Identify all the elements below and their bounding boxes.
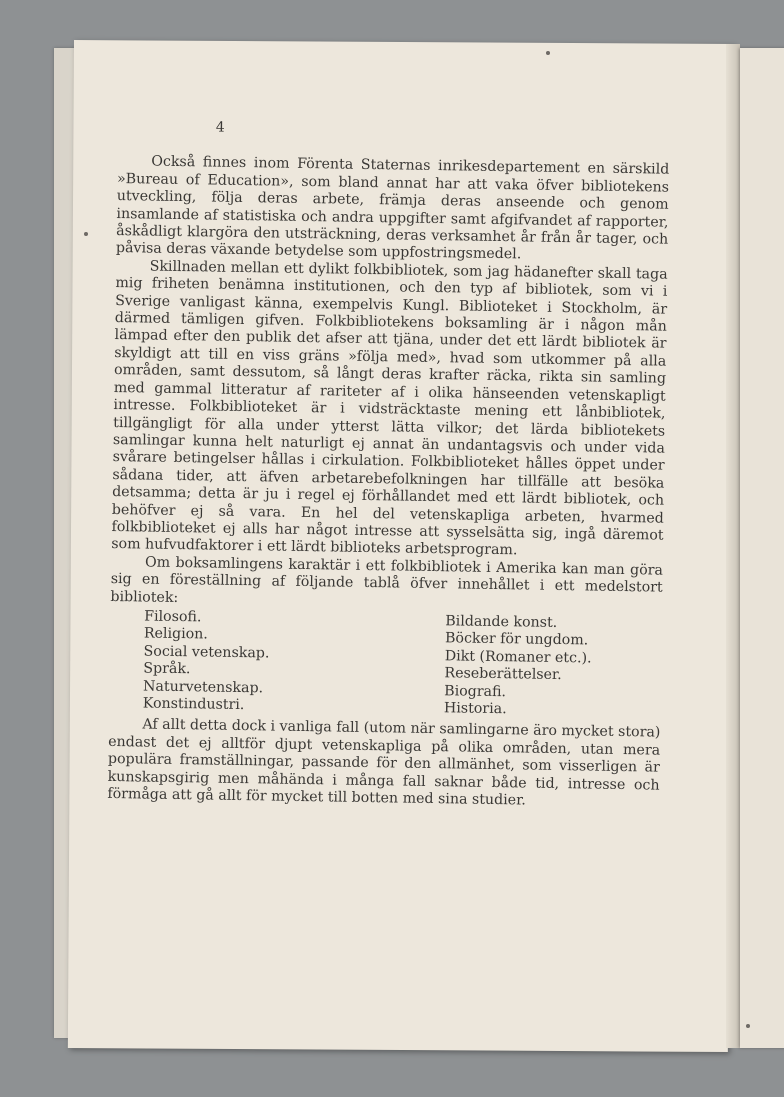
- list-item: Biografi.: [444, 682, 507, 700]
- list-item: Reseberättelser.: [444, 665, 562, 684]
- facing-page-edge: [740, 48, 784, 1048]
- paragraph-3: Om boksamlingens karaktär i ett folkbibliotek i Amerika kan man göra sig en föreställning af följande tablå öfver innehållet i ett medelstort bibliotek:: [110, 554, 664, 606]
- list-item: Naturvetenskap.: [142, 678, 264, 696]
- speck-mark: [546, 51, 550, 55]
- list-item: Konstindustri.: [142, 695, 245, 714]
- paragraph-4: Af allt detta dock i vanliga fall (utom när samlingarne äro mycket stora) endast det ej alltför djupt vetenskapliga på olika områden, utan mera populära framställningar, passande för den allmänhet, som visserligen är kunskapsgirig men måhända i många fall saknar både tid, intresse och förmåga att gå allt för mycket till botten med sina studier.: [107, 716, 661, 809]
- collection-column-left: [143, 608, 270, 714]
- list-item: Historia.: [443, 700, 507, 718]
- speck-mark: [746, 1024, 750, 1028]
- page-number: 4: [215, 119, 225, 136]
- list-item: Filosofi.: [144, 608, 202, 626]
- list-item: Språk.: [143, 660, 191, 678]
- list-item: Dikt (Romaner etc.).: [444, 647, 592, 667]
- book-gutter: [726, 44, 740, 1048]
- speck-mark: [84, 232, 88, 236]
- page-text: [107, 118, 670, 812]
- list-item: Social vetenskap.: [143, 643, 270, 662]
- list-item: Böcker för ungdom.: [444, 630, 589, 649]
- collection-column-right: [444, 613, 592, 720]
- paragraph-2: Skillnaden mellan ett dylikt folkbibliotek, som jag hädanefter skall taga mig friheten benämna institutionen, och den typ af bibliotek, som vi i Sverige vanligast känna, exempelvis Kungl. Biblioteket i Stockholm, är därmed tämligen gifven. Folkbibliotekens boksamling är i någon mån lämpad efter den publik det afser att tjäna, under det ett lärdt bibliotek är skyldigt att till en viss gräns »följa med», hvad som utkommer på alla områden, samt dessutom, så långt deras krafter räcka, rikta sin samling med gammal litteratur af rariteter af i olika hänseenden vetenskapligt intresse. Folkbiblioteket är i vidsträcktaste mening ett lånbibliotek, tillgängligt för alla under ytterst lätta vilkor; det lärda bibliotekets samlingar kunna helt naturligt ej annat än undantagsvis och under vida svårare betingelser hållas i cirkulation. Folkbiblioteket hålles öppet under sådana tider, att äfven arbetarebefolkningen har tillfälle att besöka detsamma; detta är ju i regel ej förhållandet med ett lärdt bibliotek, och behöfver ej så vara. En hel del vetenskapliga arbeten, hvarmed folkbiblioteket ej alls har något intresse att sysselsätta sig, ingå däremot som hufvudfaktorer i ett lärdt biblioteks arbetsprogram.: [111, 258, 668, 559]
- paragraph-1: Också finnes inom Förenta Staternas inrikesdepartement en särskild »Bureau of Education», som bland annat har att vaka öfver bibliotekens utveckling, följa deras arbete, främja deras anseende och genom insamlande af statistiska och andra uppgifter samt afgifvandet af rapporter, åskådligt klargöra den utsträckning, deras verksamhet år från år tager, och påvisa deras växande betydelse som uppfostringsmedel.: [115, 153, 670, 263]
- list-item: Religion.: [143, 625, 208, 643]
- collection-table: [109, 608, 663, 721]
- list-item: Bildande konst.: [445, 613, 558, 631]
